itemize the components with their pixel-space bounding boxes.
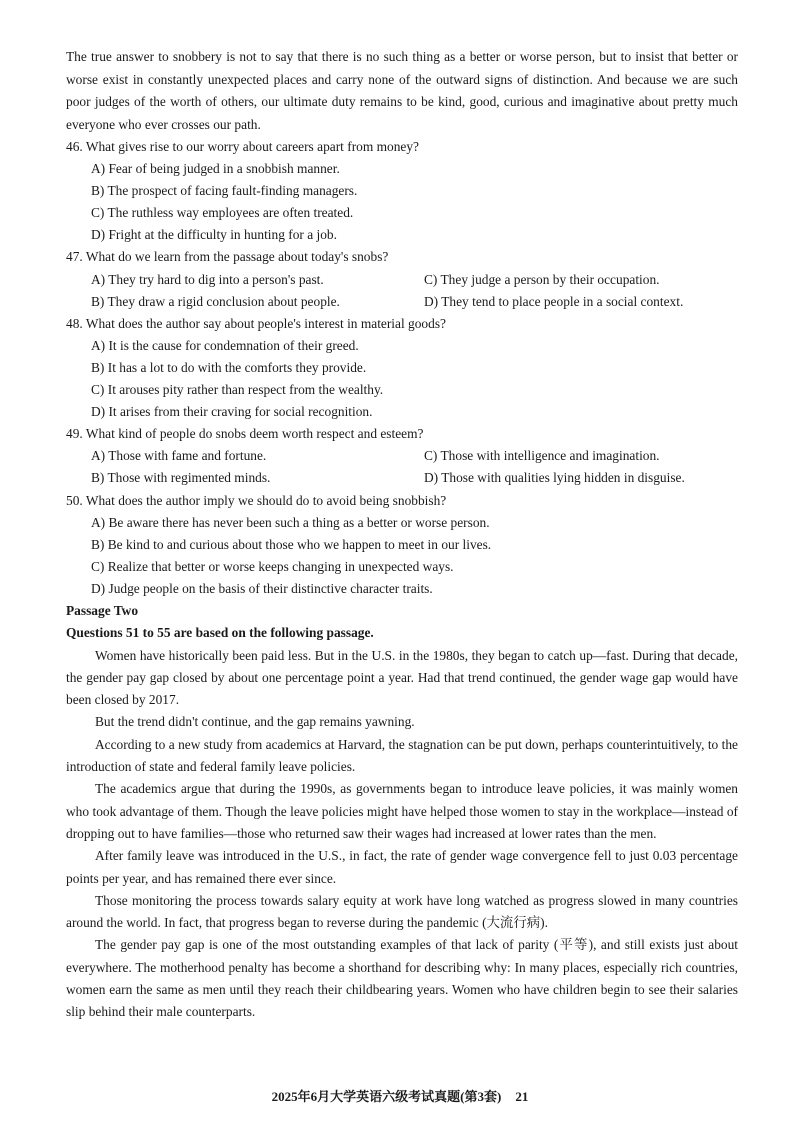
passage-instructions: Questions 51 to 55 are based on the following passage. [66,625,374,641]
option-c: C) They judge a person by their occupation. [424,271,660,287]
option-a: A) Those with fame and fortune. [91,448,267,464]
question-text: 49. What kind of people do snobs deem worth respect and esteem? [66,426,424,442]
footer-title: 2025年6月大学英语六级考试真题(第3套) [271,1089,502,1104]
passage-paragraph: But the trend didn't continue, and the gap remains yawning. [95,714,415,730]
passage-paragraph: Those monitoring the process towards salary equity at work have long watched as progress slowed in many countries around the world. In fact, that progress began to reverse during the pandemic (大流行病). [66,892,738,931]
question-text: 46. What gives rise to our worry about careers apart from money? [66,139,419,154]
option-a: A) Fear of being judged in a snobbish manner. [91,161,340,177]
option-row [66,445,738,467]
option-row [66,291,738,313]
option-c: C) Realize that better or worse keeps changing in unexpected ways. [91,558,454,574]
page-footer [0,1086,800,1105]
option-b: B) They draw a rigid conclusion about people. [91,293,340,309]
passage-two [66,600,738,1024]
option-a: A) It is the cause for condemnation of their greed. [91,337,359,353]
option-b: B) It has a lot to do with the comforts they provide. [91,359,367,375]
passage-paragraph: After family leave was introduced in the U.S., in fact, the rate of gender wage convergence fell to just 0.03 percentage points per year, and has remained there ever since. [66,848,738,886]
page-number: 21 [515,1089,529,1104]
question-46 [66,136,738,246]
option-a: A) Be aware there has never been such a thing as a better or worse person. [91,514,490,530]
option-a: A) They try hard to dig into a person's past. [91,271,324,287]
option-d: D) It arises from their craving for social recognition. [91,404,373,420]
option-b: B) The prospect of facing fault-finding managers. [91,183,358,199]
question-48 [66,313,738,423]
question-text: 48. What does the author say about people's interest in material goods? [66,315,446,331]
option-row [66,467,738,489]
option-b: B) Those with regimented minds. [91,470,271,486]
option-b: B) Be kind to and curious about those who we happen to meet in our lives. [91,536,492,552]
passage-paragraph: The academics argue that during the 1990s, as governments began to introduce leave policies, it was mainly women who took advantage of them. Though the leave policies might have helped those women to stay in the workplace—instead of dropping out to have families—those who returned saw their wages had increased at lower rates than the men. [66,781,738,841]
passage-paragraph: According to a new study from academics at Harvard, the stagnation can be put down, perhaps counterintuitively, to the introduction of state and federal family leave policies. [66,736,738,775]
question-50 [66,490,738,600]
question-47 [66,246,738,312]
passage-title: Passage Two [66,602,139,618]
option-c: C) The ruthless way employees are often treated. [91,205,354,221]
option-d: D) Fright at the difficulty in hunting for a job. [91,227,337,243]
question-49 [66,423,738,489]
passage-paragraph: Women have historically been paid less. But in the U.S. in the 1980s, they began to catch up—fast. During that decade, the gender pay gap closed by about one percentage point a year. Had that trend continued, the gender wage gap would have been closed by 2017. [66,647,738,708]
passage-paragraph: The gender pay gap is one of the most outstanding examples of that lack of parity (平等), and still exists just about everywhere. The motherhood penalty has become a shorthand for describing why: In many places, especially rich countries, women earn the same as men until they reach their childbearing years. Women who have children begin to see their salaries slip behind their male counterparts. [66,937,738,1020]
intro-paragraph: The true answer to snobbery is not to say that there is no such thing as a better or worse person, but to insist that better or worse exist in constantly unexpected places and carry none of the outward signs of distinction. And because we are such poor judges of the worth of others, our ultimate duty remains to be kind, good, curious and imaginative about pretty much everyone who ever crosses our path. [66,49,738,132]
option-c: C) Those with intelligence and imagination. [424,448,660,464]
option-d: D) Those with qualities lying hidden in disguise. [424,470,685,486]
option-c: C) It arouses pity rather than respect from the wealthy. [91,382,384,398]
question-text: 47. What do we learn from the passage about today's snobs? [66,249,389,265]
option-row [66,269,738,291]
question-text: 50. What does the author imply we should do to avoid being snobbish? [66,492,447,508]
option-d: D) Judge people on the basis of their distinctive character traits. [91,580,433,596]
option-d: D) They tend to place people in a social context. [424,293,684,309]
